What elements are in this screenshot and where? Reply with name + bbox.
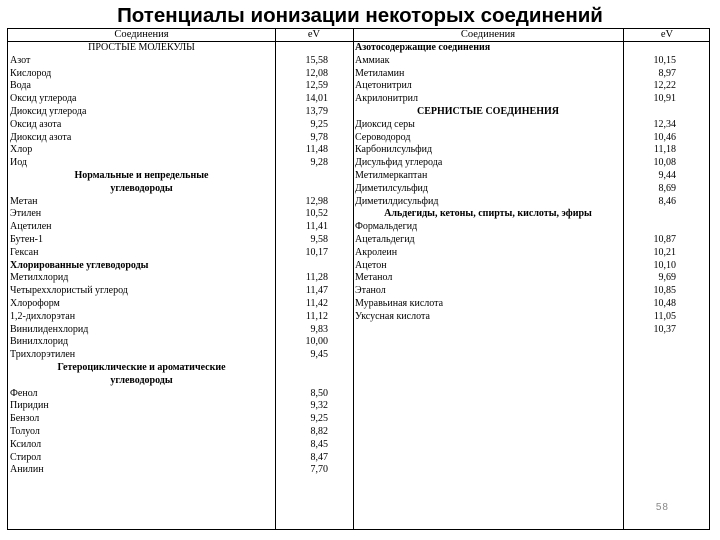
compound-name: Диоксид азота xyxy=(10,131,72,143)
right-values-column xyxy=(623,42,676,336)
section-heading: Гетероциклические и ароматические xyxy=(57,361,226,373)
compound-name: Ксилол xyxy=(10,438,42,450)
compounds-table xyxy=(7,28,710,530)
ionization-value: 11,18 xyxy=(653,144,676,156)
compound-name: Сероводород xyxy=(355,131,411,143)
ionization-value: 10,15 xyxy=(653,54,676,66)
ionization-value xyxy=(623,221,676,234)
ionization-value: 8,82 xyxy=(310,425,328,437)
section-heading: Альдегиды, кетоны, спирты, кислоты, эфиры xyxy=(384,208,592,220)
ionization-value: 15,58 xyxy=(305,54,328,66)
header-ev-right: eV xyxy=(660,29,674,40)
ionization-value: 9,45 xyxy=(310,349,328,361)
group-heading: Азотосодержащие соединения xyxy=(355,42,491,53)
compound-name: Толуол xyxy=(10,425,40,437)
right-names-column xyxy=(353,42,623,336)
section-heading: углеводороды xyxy=(110,374,173,386)
compound-name: Бутен-1 xyxy=(10,233,43,245)
compound-name: Метанол xyxy=(355,272,393,284)
ionization-value: 9,25 xyxy=(310,413,328,425)
page-title: Потенциалы ионизации некоторых соединений xyxy=(117,4,603,27)
ionization-value: 10,10 xyxy=(653,259,676,271)
ionization-value: 10,48 xyxy=(653,297,676,309)
compound-name: Иод xyxy=(10,157,28,169)
ionization-value: 9,69 xyxy=(658,272,676,284)
compound-name: Уксусная кислота xyxy=(355,310,430,322)
empty-cell xyxy=(275,183,328,196)
ionization-value: 11,41 xyxy=(305,221,328,233)
ionization-value: 10,08 xyxy=(653,157,676,169)
compound-name: Диоксид углерода xyxy=(10,105,87,117)
empty-cell xyxy=(623,106,676,119)
ionization-value: 12,34 xyxy=(653,118,676,130)
compound-name xyxy=(353,324,623,337)
compound-name: Карбонилсульфид xyxy=(355,144,433,156)
ionization-value: 10,91 xyxy=(653,93,676,105)
empty-cell xyxy=(275,170,328,183)
ionization-value: 8,47 xyxy=(310,451,328,463)
compound-name: Фенол xyxy=(10,387,38,399)
compound-name: Азот xyxy=(10,54,31,66)
compound-name: Четыреххлористый углерод xyxy=(10,285,128,297)
compound-name: Анилин xyxy=(10,464,44,476)
group-heading: Хлорированные углеводороды xyxy=(10,259,149,271)
empty-cell xyxy=(275,362,328,375)
empty-cell xyxy=(623,42,676,55)
left-names-column xyxy=(8,42,275,477)
compound-name: Этанол xyxy=(355,285,386,297)
ionization-value: 9,28 xyxy=(310,157,328,169)
compound-name: Метан xyxy=(10,195,38,207)
ionization-value: 13,79 xyxy=(305,105,328,117)
ionization-value: 9,78 xyxy=(310,131,328,143)
ionization-value: 10,87 xyxy=(653,233,676,245)
ionization-value: 14,01 xyxy=(305,93,328,105)
compound-name: Оксид углерода xyxy=(10,93,77,105)
compound-name: Ацетилен xyxy=(10,221,52,233)
compound-name: Гексан xyxy=(10,246,39,258)
ionization-value: 8,46 xyxy=(658,195,676,207)
ionization-value: 11,12 xyxy=(305,310,328,322)
ionization-value: 12,59 xyxy=(305,80,328,92)
compound-name: Кислород xyxy=(10,67,52,79)
compound-name: Дисульфид углерода xyxy=(355,157,443,169)
ionization-value: 12,22 xyxy=(653,80,676,92)
ionization-value: 9,83 xyxy=(310,323,328,335)
ionization-value: 11,05 xyxy=(653,310,676,322)
ionization-value: 10,37 xyxy=(653,323,676,335)
ionization-value: 7,70 xyxy=(310,464,328,476)
ionization-value: 9,32 xyxy=(310,400,328,412)
compound-name: Пиридин xyxy=(10,400,49,412)
ionization-value: 8,45 xyxy=(310,438,328,450)
compound-name: Метиламин xyxy=(355,67,405,79)
page-number: 58 xyxy=(655,502,669,513)
compound-name: Метилхлорид xyxy=(10,272,69,284)
ionization-value: 10,52 xyxy=(305,208,328,220)
compound-name: Оксид азота xyxy=(10,118,62,130)
compound-name: Акрилонитрил xyxy=(355,93,418,105)
left-values-column xyxy=(275,42,328,477)
ionization-value: 10,00 xyxy=(305,336,328,348)
compound-name: 1,2-дихлорэтан xyxy=(10,310,76,322)
ionization-value: 10,85 xyxy=(653,285,676,297)
empty-cell xyxy=(623,208,676,221)
ionization-value: 11,42 xyxy=(305,297,328,309)
compound-name: Диметилдисульфид xyxy=(355,195,439,207)
section-heading: ПРОСТЫЕ МОЛЕКУЛЫ xyxy=(88,42,195,53)
empty-cell xyxy=(275,260,328,273)
compound-name: Муравьиная кислота xyxy=(355,297,444,309)
ionization-value: 8,69 xyxy=(658,182,676,194)
header-ev-left: eV xyxy=(307,29,321,40)
empty-cell xyxy=(275,42,328,55)
ionization-value: 8,97 xyxy=(658,67,676,79)
compound-name: Диметилсульфид xyxy=(355,182,428,194)
compound-name: Формальдегид xyxy=(355,221,418,233)
ionization-value: 11,48 xyxy=(305,144,328,156)
compound-name: Диоксид серы xyxy=(355,118,415,130)
empty-cell xyxy=(275,375,328,388)
compound-name: Акролеин xyxy=(355,246,398,258)
compound-name: Этилен xyxy=(10,208,42,220)
ionization-value: 8,50 xyxy=(310,387,328,399)
compound-name: Ацетон xyxy=(355,259,387,271)
header-compound-right: Соединения xyxy=(460,29,516,40)
ionization-value: 10,21 xyxy=(653,246,676,258)
compound-name: Хлор xyxy=(10,144,33,156)
compound-name: Вода xyxy=(10,80,31,92)
compound-name: Стирол xyxy=(10,451,42,463)
compound-name: Хлороформ xyxy=(10,297,60,309)
compound-name: Бензол xyxy=(10,413,40,425)
ionization-value: 10,17 xyxy=(305,246,328,258)
ionization-value: 11,47 xyxy=(305,285,328,297)
ionization-value: 9,44 xyxy=(658,169,676,181)
ionization-value: 12,98 xyxy=(305,195,328,207)
ionization-value: 12,08 xyxy=(305,67,328,79)
section-heading: Нормальные и непредельные xyxy=(74,169,209,181)
ionization-value: 10,46 xyxy=(653,131,676,143)
ionization-value: 9,58 xyxy=(310,233,328,245)
section-heading: СЕРНИСТЫЕ СОЕДИНЕНИЯ xyxy=(417,105,559,117)
compound-name: Метилмеркаптан xyxy=(355,169,428,181)
compound-name: Ацетальдегид xyxy=(355,233,415,245)
section-heading: углеводороды xyxy=(110,182,173,194)
ionization-value: 9,25 xyxy=(310,118,328,130)
compound-name: Винилиденхлорид xyxy=(10,323,89,335)
compound-name: Аммиак xyxy=(355,54,390,66)
header-compound-left: Соединения xyxy=(114,29,169,40)
compound-name: Ацетонитрил xyxy=(355,80,412,92)
compound-name: Трихлорэтилен xyxy=(10,349,76,361)
compound-name: Винилхлорид xyxy=(10,336,69,348)
ionization-value: 11,28 xyxy=(305,272,328,284)
